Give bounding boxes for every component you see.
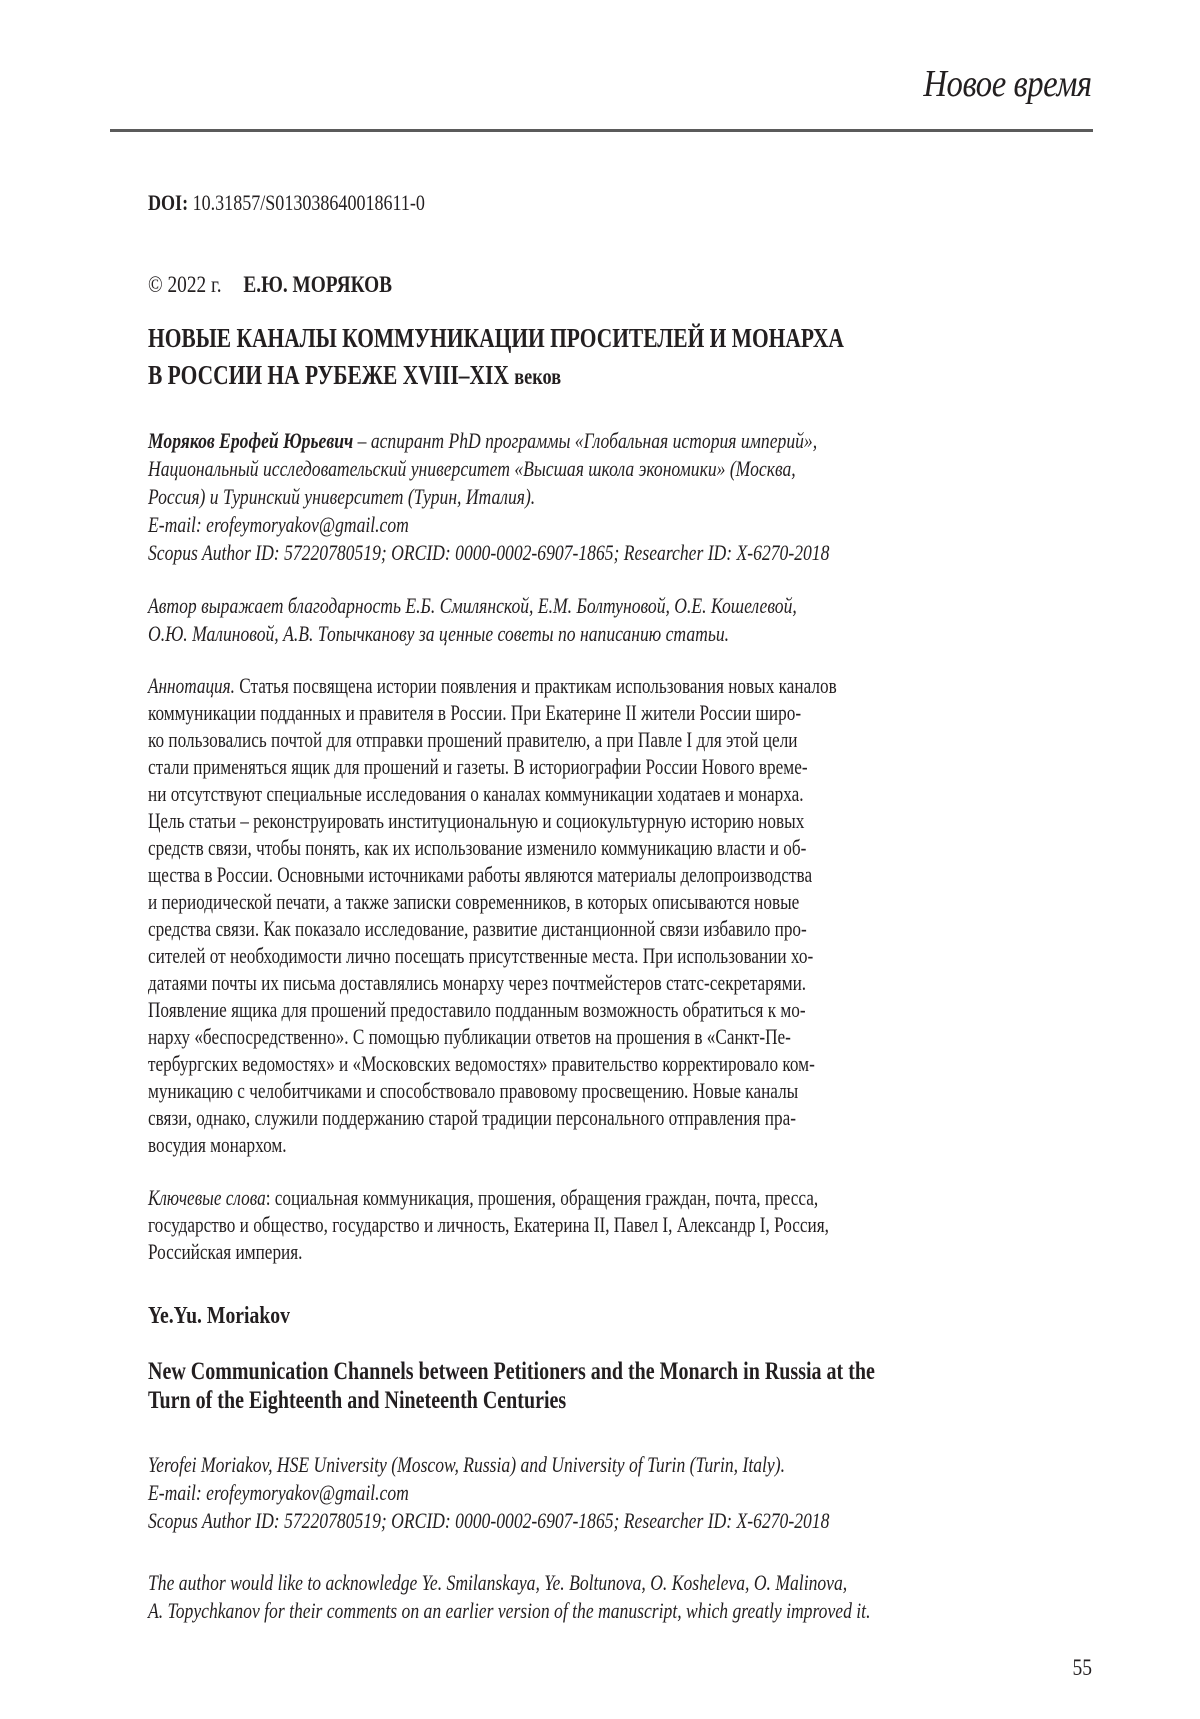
- author-full-name-ru: Моряков Ерофей Юрьевич: [148, 428, 354, 453]
- abstract-line: и периодической печати, а также записки современников, в которых описываются новые: [148, 889, 800, 914]
- page-number: 55: [1072, 1655, 1092, 1680]
- abstract-line: Цель статьи – реконструировать институциональную и социокультурную историю новых: [148, 808, 805, 833]
- abstract-line: датаями почты их письма доставлялись монарху через почтмейстеров статс-секретарями.: [148, 970, 807, 995]
- title-ru-line-1: НОВЫЕ КАНАЛЫ КОММУНИКАЦИИ ПРОСИТЕЛЕЙ И МОНАРХА: [148, 323, 844, 353]
- author-ids-ru: Scopus Author ID: 57220780519; ORCID: 0000-0002-6907-1865; Researcher ID: X-6270-2018: [148, 540, 830, 565]
- abstract-line: [148, 673, 837, 699]
- author-info-ru-line: Россия) и Туринский университет (Турин, Италия).: [148, 484, 536, 509]
- title-en-line: Turn of the Eighteenth and Nineteenth Centuries: [148, 1387, 567, 1414]
- acknowledgement-ru-line: О.Ю. Малиновой, А.В. Топычканову за ценные советы по написанию статьи.: [148, 621, 730, 646]
- abstract-line: щества в России. Основными источниками работы являются материалы делопроизводства: [148, 862, 813, 887]
- author-email-en: E-mail: erofeymoryakov@gmail.com: [148, 1480, 409, 1505]
- title-en-line: New Communication Channels between Petitioners and the Monarch in Russia at the: [148, 1358, 875, 1385]
- abstract-line: коммуникации подданных и правителя в России. При Екатерине II жители России широ-: [148, 700, 802, 725]
- abstract-line: тербургских ведомостях» и «Московских ведомостях» правительство корректировало ком-: [148, 1051, 815, 1076]
- doi-label: DOI:: [148, 190, 189, 215]
- acknowledgement-ru-line: Автор выражает благодарность Е.Б. Смилянской, Е.М. Болтуновой, О.Е. Кошелевой,: [148, 593, 797, 618]
- abstract-line: связи, однако, служили поддержанию старой традиции персонального отправления пра-: [148, 1105, 796, 1130]
- title-ru-line-2-main: В РОССИИ НА РУБЕЖЕ XVIII–XIX: [148, 360, 509, 390]
- title-ru-line-2-small: веков: [514, 364, 562, 389]
- acknowledgement-en-line: The author would like to acknowledge Ye. Smilanskaya, Ye. Boltunova, O. Kosheleva, O. Malinova,: [148, 1570, 848, 1595]
- author-info-ru-line: [148, 428, 817, 454]
- author-email-ru: E-mail: erofeymoryakov@gmail.com: [148, 512, 409, 537]
- author-info-ru-line: Национальный исследовательский университет «Высшая школа экономики» (Москва,: [148, 456, 796, 481]
- author-name-en: Ye.Yu. Moriakov: [148, 1303, 290, 1329]
- keywords-text: : социальная коммуникация, прошения, обращения граждан, почта, пресса,: [265, 1185, 819, 1210]
- abstract-line: ни отсутствуют специальные исследования о каналах коммуникации ходатаев и монарха.: [148, 781, 804, 806]
- acknowledgement-en-line: A. Topychkanov for their comments on an earlier version of the manuscript, which greatly improved it.: [148, 1598, 871, 1623]
- keywords-line: государство и общество, государство и личность, Екатерина II, Павел I, Александр I, Россия,: [148, 1212, 829, 1237]
- author-name-ru: Е.Ю. МОРЯКОВ: [243, 272, 393, 297]
- title-ru-line-2: [148, 360, 561, 391]
- header-rule: [110, 129, 1093, 132]
- author-ids-en: Scopus Author ID: 57220780519; ORCID: 0000-0002-6907-1865; Researcher ID: X-6270-2018: [148, 1508, 830, 1533]
- abstract-line: сителей от необходимости лично посещать присутственные места. При использовании хо-: [148, 943, 814, 968]
- doi-value: 10.31857/S013038640018611-0: [192, 190, 425, 215]
- copyright-year: © 2022 г.: [148, 272, 222, 297]
- running-head-section-title: Новое время: [923, 63, 1092, 105]
- abstract-text: Статья посвящена истории появления и практикам использования новых каналов: [234, 673, 837, 698]
- abstract-line: восудия монархом.: [148, 1132, 287, 1157]
- abstract-line: ко пользовались почтой для отправки прошений правителю, а при Павле I для этой цели: [148, 727, 798, 752]
- abstract-line: нарху «беспосредственно». С помощью публикации ответов на прошения в «Санкт-Пе-: [148, 1024, 791, 1049]
- author-info-ru-text: – аспирант PhD программы «Глобальная история империй»,: [353, 428, 818, 453]
- keywords-line: Российская империя.: [148, 1239, 303, 1264]
- keywords-line: [148, 1185, 818, 1211]
- keywords-label: Ключевые слова: [148, 1185, 266, 1210]
- abstract-line: стали применяться ящик для прошений и газеты. В историографии России Нового време-: [148, 754, 808, 779]
- abstract-line: муникацию с челобитчиками и способствовало правовому просвещению. Новые каналы: [148, 1078, 799, 1103]
- copyright-line: [148, 272, 392, 298]
- abstract-line: Появление ящика для прошений предоставило подданным возможность обратиться к мо-: [148, 997, 806, 1022]
- author-info-en-line: Yerofei Moriakov, HSE University (Moscow, Russia) and University of Turin (Turin, Italy).: [148, 1452, 785, 1477]
- abstract-line: средств связи, чтобы понять, как их использование изменило коммуникацию власти и об-: [148, 835, 807, 860]
- doi-line: [148, 190, 425, 216]
- abstract-line: средства связи. Как показало исследование, развитие дистанционной связи избавило про-: [148, 916, 807, 941]
- abstract-label: Аннотация.: [148, 673, 235, 698]
